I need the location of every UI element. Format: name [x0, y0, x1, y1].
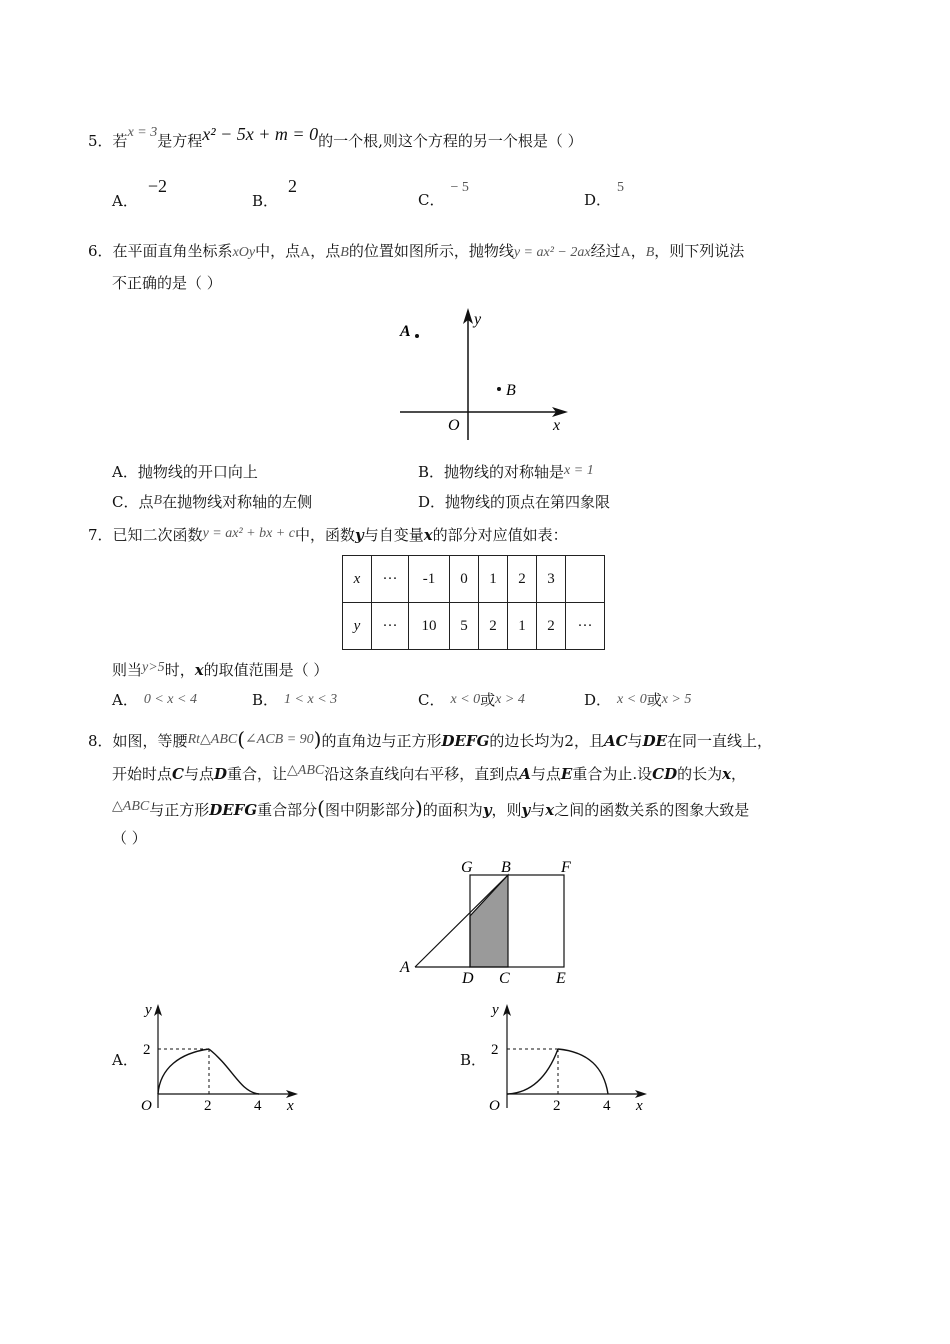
option-label: B． [252, 691, 279, 709]
q6-option-d[interactable] [418, 492, 610, 512]
option-label: B． [252, 192, 279, 210]
q7-text: 的取值范围是（ ） [203, 661, 329, 679]
q8-text: 的边长均为 [489, 732, 565, 750]
y-tick-label: 2 [143, 1042, 151, 1058]
q7-text: 时， [164, 661, 195, 679]
q8-text: 在同一直线上， [667, 732, 773, 750]
q8-option-a-label[interactable]: A． [112, 1051, 138, 1069]
q8-text: ，且 [573, 732, 604, 750]
q6-line-2: 不正确的是（ ） [112, 274, 222, 292]
q8-math: △ABC [112, 799, 150, 814]
q8-text: 重合，让 [227, 765, 288, 783]
q5-text: 是方程 [157, 132, 203, 150]
q7-text: 则当 [112, 661, 143, 679]
q5-text: 若 [112, 132, 128, 150]
value-table [342, 555, 605, 650]
q6-math: A [300, 245, 311, 260]
q8-bold: DE [642, 732, 668, 750]
q8-text: 图中阴影部分 [324, 801, 415, 819]
option-text: 在抛物线对称轴的左侧 [162, 493, 313, 511]
q8-text: 沿这条直线向右平移，直到点 [324, 765, 520, 783]
q5-equation: x² − 5x + m = 0 [202, 124, 319, 144]
q8-text: 开始时点 [112, 765, 173, 783]
x-label: x [636, 1098, 643, 1114]
q8-bold: CD [652, 765, 678, 783]
q6-option-b[interactable] [418, 462, 594, 484]
q8-number: 2 [564, 732, 574, 750]
q8-text: 与正方形 [149, 801, 210, 819]
table-cell: ··· [372, 603, 409, 650]
q7-text: 已知二次函数 [112, 526, 203, 544]
q8-bold: E [560, 765, 573, 783]
table-cell: 1 [479, 556, 508, 603]
option-text: 抛物线的开口向上 [137, 463, 258, 481]
q8-math: Rt△ABC [187, 732, 238, 747]
label-c: C [499, 970, 510, 987]
q8-bold: AC [603, 732, 628, 750]
q8-bold: A [519, 765, 531, 783]
q6-figure [390, 300, 590, 440]
table-cell [566, 556, 605, 603]
option-math: x > 4 [495, 692, 525, 707]
option-label: D． [584, 691, 612, 709]
q8-text: 与 [627, 732, 643, 750]
q8-bold: x [545, 801, 555, 819]
q8-line-4: （ ） [112, 829, 147, 847]
q8-text: ，则 [491, 801, 522, 819]
y-tick-label: 2 [491, 1042, 499, 1058]
origin-label: O [141, 1098, 152, 1114]
q5-math-root: x = 3 [127, 125, 158, 140]
question-5 [88, 124, 583, 153]
point-a-label: A [400, 323, 411, 340]
q8-option-b-graph[interactable] [484, 998, 654, 1118]
q7-var: x [194, 661, 204, 679]
q8-bold: D [213, 765, 227, 783]
q7-option-b[interactable] [252, 690, 337, 712]
option-label: D． [584, 191, 612, 209]
q8-text: 之间的函数关系的图象大致是 [554, 801, 750, 819]
table-cell: 2 [479, 603, 508, 650]
option-math: x < 0 [617, 692, 647, 707]
q6-math: A [620, 245, 631, 260]
q7-question-line [112, 660, 328, 682]
q6-math: B [340, 245, 349, 260]
table-cell: -1 [409, 556, 450, 603]
q8-text: 与点 [530, 765, 561, 783]
q7-option-a[interactable] [112, 690, 197, 712]
option-label: B． [418, 463, 445, 481]
question-number: 8． [88, 732, 113, 750]
label-e: E [556, 970, 566, 987]
option-math: x = 1 [564, 463, 594, 478]
option-math: 1 < x < 3 [284, 692, 338, 707]
option-label: C． [418, 191, 445, 209]
x-tick-label: 2 [204, 1098, 212, 1114]
curve-rising [158, 1049, 209, 1094]
y-label: y [492, 1002, 499, 1018]
q7-math: y>5 [142, 660, 165, 675]
q8-option-b-label[interactable]: B． [460, 1051, 487, 1069]
table-cell: 1 [508, 603, 537, 650]
option-text: 抛物线的对称轴是 [444, 463, 565, 481]
q8-line-3: △ABC与正方形DEFG重合部分(图中阴影部分)的面积为y，则y与x之间的函数关系的图象大致是 [112, 796, 750, 820]
q5-option-a[interactable] [112, 176, 167, 211]
q8-text: ， [731, 765, 747, 783]
q8-bold: C [172, 765, 184, 783]
q8-text: 与点 [183, 765, 214, 783]
question-8: 8．如图，等腰Rt△ABC(∠ACB = 90)的直角边与正方形DEFG的边长均为2，且AC与DE在同一直线上， [88, 727, 773, 751]
option-label: D． [418, 493, 446, 511]
q7-var: x [423, 526, 433, 544]
label-d: D [462, 970, 474, 987]
q7-math: y = ax² + bx + c [202, 526, 295, 541]
option-label: C． [112, 493, 139, 511]
shaded-overlap [470, 875, 508, 967]
origin-label: O [489, 1098, 500, 1114]
q7-option-d[interactable] [584, 690, 691, 712]
x-tick-label: 4 [603, 1098, 611, 1114]
q6-text: ， [630, 242, 646, 260]
label-g: G [461, 859, 473, 876]
x-label: x [287, 1098, 294, 1114]
option-text: 或 [480, 691, 496, 709]
q8-bold: x [722, 765, 732, 783]
q6-text: ，点 [310, 242, 341, 260]
q7-text: 的部分对应值如表： [432, 526, 568, 544]
option-value: −2 [147, 176, 167, 196]
question-number: 7． [88, 526, 113, 544]
option-math: x < 0 [450, 692, 481, 707]
label-b: B [501, 859, 511, 876]
option-text: 抛物线的顶点在第四象限 [445, 493, 611, 511]
q7-text: 中，函数 [294, 526, 355, 544]
option-label: A． [112, 192, 138, 210]
x-tick-label: 4 [254, 1098, 262, 1114]
point-b-label: B [506, 382, 516, 399]
table-cell: y [343, 603, 372, 650]
q8-figure [395, 855, 595, 990]
q5-option-d[interactable] [584, 180, 625, 212]
curve-falling [209, 1049, 259, 1094]
q8-text: 如图，等腰 [112, 732, 188, 750]
q8-text: 与 [530, 801, 546, 819]
option-text: 点 [138, 493, 154, 511]
q7-text: 与自变量 [363, 526, 424, 544]
q6-option-c[interactable] [112, 492, 312, 514]
q8-text: 的面积为 [422, 801, 483, 819]
option-math: B [153, 493, 163, 508]
q8-bold: DEFG [441, 732, 490, 750]
table-cell: 2 [537, 603, 566, 650]
q8-bold: DEFG [209, 801, 258, 819]
q8-line-2 [112, 764, 746, 786]
table-cell: 3 [537, 556, 566, 603]
q6-option-a[interactable] [112, 462, 258, 482]
label-a: A [400, 959, 410, 976]
q7-var: y [354, 526, 364, 544]
q6-text: 经过 [590, 242, 621, 260]
x-axis-label: x [553, 417, 561, 434]
table-row [343, 556, 605, 603]
y-label: y [145, 1002, 152, 1018]
label-f: F [561, 859, 571, 876]
option-label: C． [418, 691, 445, 709]
question-number: 5． [88, 132, 113, 150]
q6-math: B [645, 245, 655, 260]
q6-text: ，则下列说法 [654, 242, 745, 260]
q8-math: ∠ACB = 90 [245, 732, 314, 747]
curve-falling [558, 1049, 608, 1094]
table-cell: ··· [372, 556, 409, 603]
option-math: 0 < x < 4 [143, 692, 197, 707]
option-value: 5 [617, 180, 625, 195]
q8-text: 的直角边与正方形 [321, 732, 442, 750]
question-7 [88, 525, 568, 547]
q8-bold: y [482, 801, 492, 819]
curve-rising [507, 1049, 558, 1094]
q8-option-a-graph[interactable] [135, 998, 305, 1118]
q6-math: xOy [232, 245, 256, 260]
q6-text: 在平面直角坐标系 [112, 242, 233, 260]
q5-option-c[interactable] [418, 180, 469, 212]
option-label: A． [112, 691, 138, 709]
option-text: 或 [646, 691, 662, 709]
question-6 [88, 241, 744, 263]
option-label: A． [112, 463, 138, 481]
option-math: x > 5 [661, 692, 692, 707]
point-b [497, 387, 501, 391]
q8-text: 重合为止.设 [572, 765, 653, 783]
y-axis-label: y [474, 311, 482, 328]
q6-math: y = ax² − 2ax [513, 245, 591, 260]
q8-text: 重合部分 [257, 801, 318, 819]
table-cell: x [343, 556, 372, 603]
table-cell: 2 [508, 556, 537, 603]
point-a [415, 334, 419, 338]
option-value: 2 [288, 176, 298, 196]
q8-text: 的长为 [677, 765, 723, 783]
table-cell: ··· [566, 603, 605, 650]
q5-option-b[interactable] [252, 176, 298, 211]
q5-text: 的一个根,则这个方程的另一个根是（ ） [318, 132, 583, 150]
q6-text: 中，点 [255, 242, 301, 260]
table-row [343, 603, 605, 650]
question-number: 6． [88, 242, 113, 260]
q7-option-c[interactable] [418, 690, 525, 712]
table-cell: 10 [409, 603, 450, 650]
q8-math: △ABC [287, 763, 325, 778]
origin-label: O [448, 417, 460, 434]
table-cell: 0 [450, 556, 479, 603]
option-value: − 5 [450, 180, 469, 195]
q8-bold: y [521, 801, 531, 819]
q6-text: 的位置如图所示，抛物线 [348, 242, 514, 260]
x-tick-label: 2 [553, 1098, 561, 1114]
table-cell: 5 [450, 603, 479, 650]
